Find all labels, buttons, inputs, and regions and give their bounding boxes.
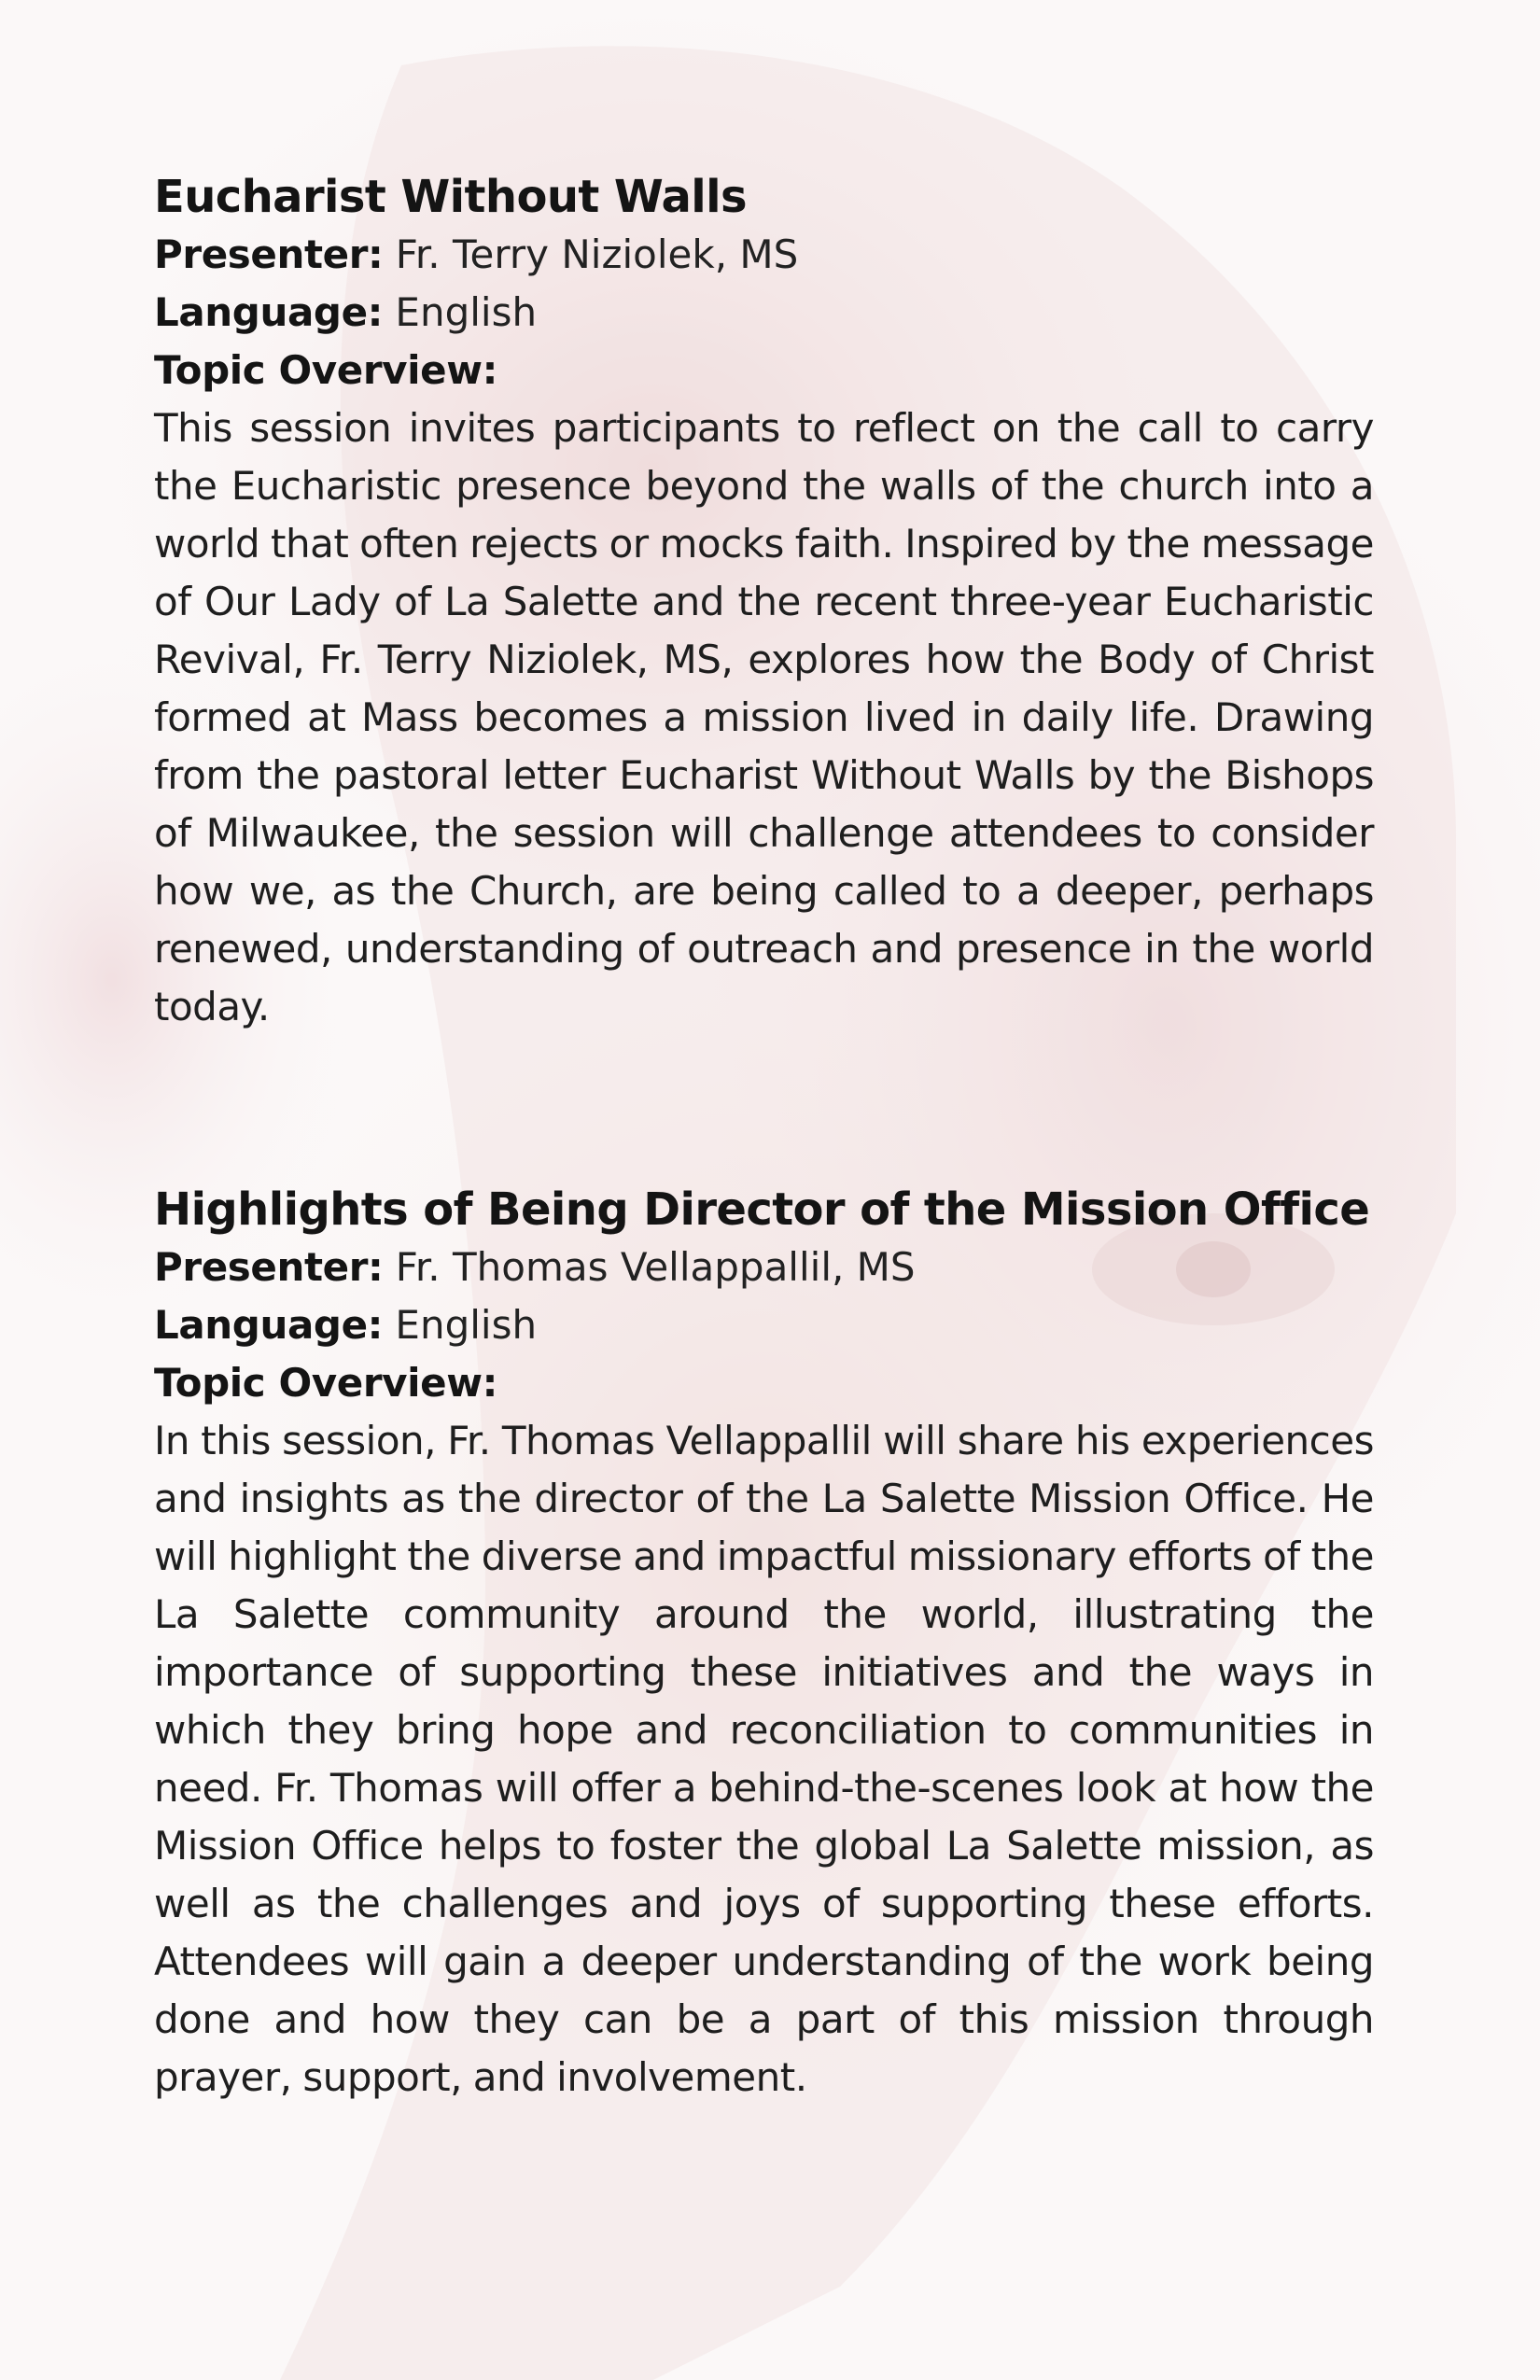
session-title: Highlights of Being Director of the Mission Office [154,1183,1370,1236]
language-value: English [395,1302,538,1348]
language-line [154,1296,1374,1354]
presenter-line [154,1239,1374,1296]
overview-label: Topic Overview: [154,1360,498,1406]
language-label: Language: [154,289,384,335]
language-line [154,284,1374,342]
session-1 [154,168,1374,1036]
overview-text: In this session, Fr. Thomas Vellappallil will share his experiences and insights as the director of the La Salette Mission Office. He will highlight the diverse and impactful missionary efforts of the La Salette community around the world, illustrating the importance of supporting these initiatives and the ways in which they bring hope and reconciliation to communities in need. Fr. Thomas will offer a behind-the-scenes look at how the Mission Office helps to foster the global La Salette mission, as well as the challenges and joys of supporting these efforts. Attendees will gain a deeper understanding of the work being done and how they can be a part of this mission through prayer, support, and involvement. [154,1418,1374,2100]
presenter-label: Presenter: [154,1244,384,1290]
session-title: Eucharist Without Walls [154,171,747,223]
document-page [154,168,1374,2107]
session-2 [154,1181,1374,2107]
presenter-name: Fr. Thomas Vellappallil, MS [395,1244,916,1290]
language-value: English [395,289,538,335]
language-label: Language: [154,1302,384,1348]
overview-label: Topic Overview: [154,347,498,393]
presenter-line [154,226,1374,284]
overview-text: This session invites participants to reflect on the call to carry the Eucharistic presence beyond the walls of the church into a world that often rejects or mocks faith. Inspired by the message of Our Lady of La Salette and the recent three-year Eucharistic Revival, Fr. Terry Niziolek, MS, explores how the Body of Christ formed at Mass becomes a mission lived in daily life. Drawing from the pastoral letter Eucharist Without Walls by the Bishops of Milwaukee, the session will challenge attendees to consider how we, as the Church, are being called to a deeper, perhaps renewed, understanding of outreach and presence in the world today. [154,405,1375,1029]
overview-line [154,1354,1374,1412]
presenter-name: Fr. Terry Niziolek, MS [395,231,799,277]
overview-line [154,342,1374,399]
presenter-label: Presenter: [154,231,384,277]
